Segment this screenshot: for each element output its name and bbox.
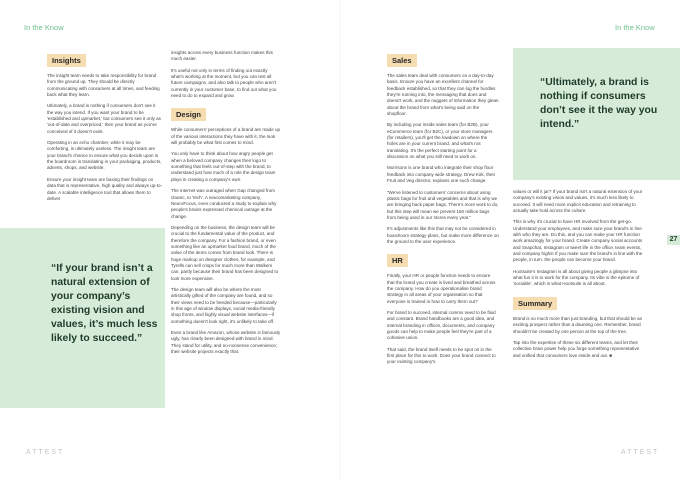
hr-continued-paragraph: values or will it jar? If your brand isn't a natural extension of your company's existing vision and values, it's much less likely to succeed. It will need more explicit education and retraining to actually take hold across the culture. [513,189,643,214]
summary-paragraph: Tap into the expertise of these six different teams, and let their collective brain power help you forge something representative and unified that consumers love inside and out. ■ [513,339,640,358]
design-paragraph: The internet was outraged when Gap changed from classic, to 'tech'. A neuromarketing company, NeuroFocus, even conducted a study to explain why people's brains expressed chemical outrage at the change. [171,188,277,219]
design-paragraph: Depending on the business, the design team will be crucial to the fundamental value of the product, and therefore the company. For a fashion brand, or even something like an upmarket food brand, much of the value of the items comes from brand look. There is huge markup on designer clothes, for example, and Tyrells can sell crisps for much more than Walkers can, partly because their brand has been designed to look more expensive. [171,224,279,281]
design-paragraph: You only have to think about how angry people get when a beloved company changes their logo to something that feels out-of-step with the brand, to understand just how much of a role the design team plays in creating a company's own. [171,151,276,182]
pull-quote-right [513,48,680,180]
pull-quote-left [0,228,165,408]
insights-paragraph: The insight team needs to take responsibility for brand from the ground up. They should be directly communicating with consumers at all times, and feeding back what they learn. [47,73,160,98]
sales-paragraph: Morrisons is one brand who integrate their shop floor feedback into company wide strategy. Drew Kirk, their Fruit and Veg director, explains one such change. [387,165,496,184]
design-paragraph: Even a brand like Amazon, whose website is famously ugly, has clearly been designed with brand in mind. They stand for utility, and no-nonsense convenience; their website projects exactly that. [171,330,281,355]
hr-paragraph: Finally, your HR or people function needs to ensure that the brand you create is lived and breathed across the company. How do you operationalise brand strategy in all areas of your organisation so that everyone is trained in how to carry them out? [387,273,496,304]
page-number: 27 [667,235,680,245]
design-paragraph: The design team will also be where the most artistically gifted of the company are found, and so their views need to be heeded because—particularly in this age of window displays, social media-friendly shop fronts, and highly visual website interfaces—if something doesn't look right, it's unlikely to take off. [171,286,277,324]
pull-quote-right-text: “Ultimately, a brand is nothing if consumers don’t see it the way you intend.” [540,77,658,130]
sales-paragraph: The sales team deal with consumers on a day-to-day basis. Ensure you have an excellent channel for feedback established, so that they can log the hurdles they're running into, the messaging that does and doesn't work, and the nuggets of information they glean about the brand from what's being said on the shopfloor. [387,73,499,117]
design-paragraph: While consumers' perceptions of a brand are made up of the various interactions they have with it, the look will probably be what first comes to mind. [171,127,281,146]
sales-paragraph: “We've listened to customers' concerns about using plastic bags for fruit and vegetables and that is why we are bringing back paper bags. There's more work to do, but this step will mean we prevent 150 million bags from being used in our stores every year.” [387,189,499,220]
insights-paragraph: Operating in an echo chamber, while it may be comforting, is ultimately useless. The insight team are your brand's chance to ensure what you decide upon in the boardroom is translating in your packaging, products, adverts, shops, and website. [47,140,162,171]
hr-heading: HR [387,254,408,267]
sales-paragraph: By including your inside sales team (for B2B), your eCommerce team (for B2C), or your store managers (for retailers), you'll get the lowdown on where the holes are in your current brand, and what's not translating. It's the perfect starting point for a discussion on what you still need to work on. [387,122,493,160]
insights-paragraph: Ultimately, a brand is nothing if consumers don't see it the way you intend. If you want your brand to be 'established and upmarket,' but consumers see it only as 'out-of-date and overpriced,' then your brand as you've conceived of it doesn't exist. [47,103,161,134]
design-column [171,50,281,360]
design-intro-paragraph: It's useful not only in terms of finding out exactly what's working at the moment, but you can test all future campaigns, and also talk to people who aren't currently in your customer base, to find out what you need to do to expand and grow. [171,67,277,99]
insights-heading: Insights [47,54,86,67]
hr-continued-paragraph: Hootsuite's Instagram is all about giving people a glimpse into what fun it is to work for the company. Its vibe is the epitome of 'sociable', which is what Hootsuite is all about. [513,268,640,287]
page-gutter [339,0,341,481]
pull-quote-left-text: “If your brand isn’t a natural extension of your company’s existing vision and values, it’s much less likely to succeed.” [51,263,158,344]
insights-column [47,50,163,207]
design-intro-paragraph: insights across every business function makes this much easier. [171,50,273,62]
sales-heading: Sales [387,54,417,67]
insights-paragraph: Ensure your insight team are basing their findings on data that is representative, high quality and always up-to-date. A scalable intelligence tool that allows them to deliver [47,176,163,201]
hr-paragraph: For brand to succeed, internal comms need to be fluid and constant. Brand handbooks are a good idea, and internal branding in offices, documents, and company goods can help to make people feel they're part of a cohesive union. [387,309,496,341]
summary-paragraph: Brand is so much more than just branding, but that should be an exciting prospect rather than a daunting one. Remember, brand shouldn't be created by one person at the top of the tree. [513,315,643,334]
design-heading: Design [171,108,206,121]
footer-logo-left: ATTEST [26,449,65,456]
sales-paragraph: It's adjustments like this that may not be considered in boardroom strategy plans, but make more difference on the ground to the user experience. [387,226,499,244]
running-head-left: In the Know [24,23,64,32]
running-head-right: In the Know [615,23,655,32]
hr-continued-paragraph: This is why it's crucial to have HR involved from the get-go. Understand your employees, and make sure your brand's in line with who they are. Do this, and you can make your HR function work amazingly for your brand. Create company social accounts and Snapchat, Instagram or tweet life in the office, team events, and company highs! If you make sure the brand's in line with the people, in turn, the people can become your brand. [513,219,643,263]
hr-paragraph: That said, the brand itself needs to be spot on in the first place for this to work. Does your brand connect to your existing company's [387,346,496,365]
footer-logo-right: ATTEST [621,449,660,456]
summary-heading: Summary [513,297,557,310]
sales-hr-column [387,50,499,371]
summary-column [513,189,643,364]
